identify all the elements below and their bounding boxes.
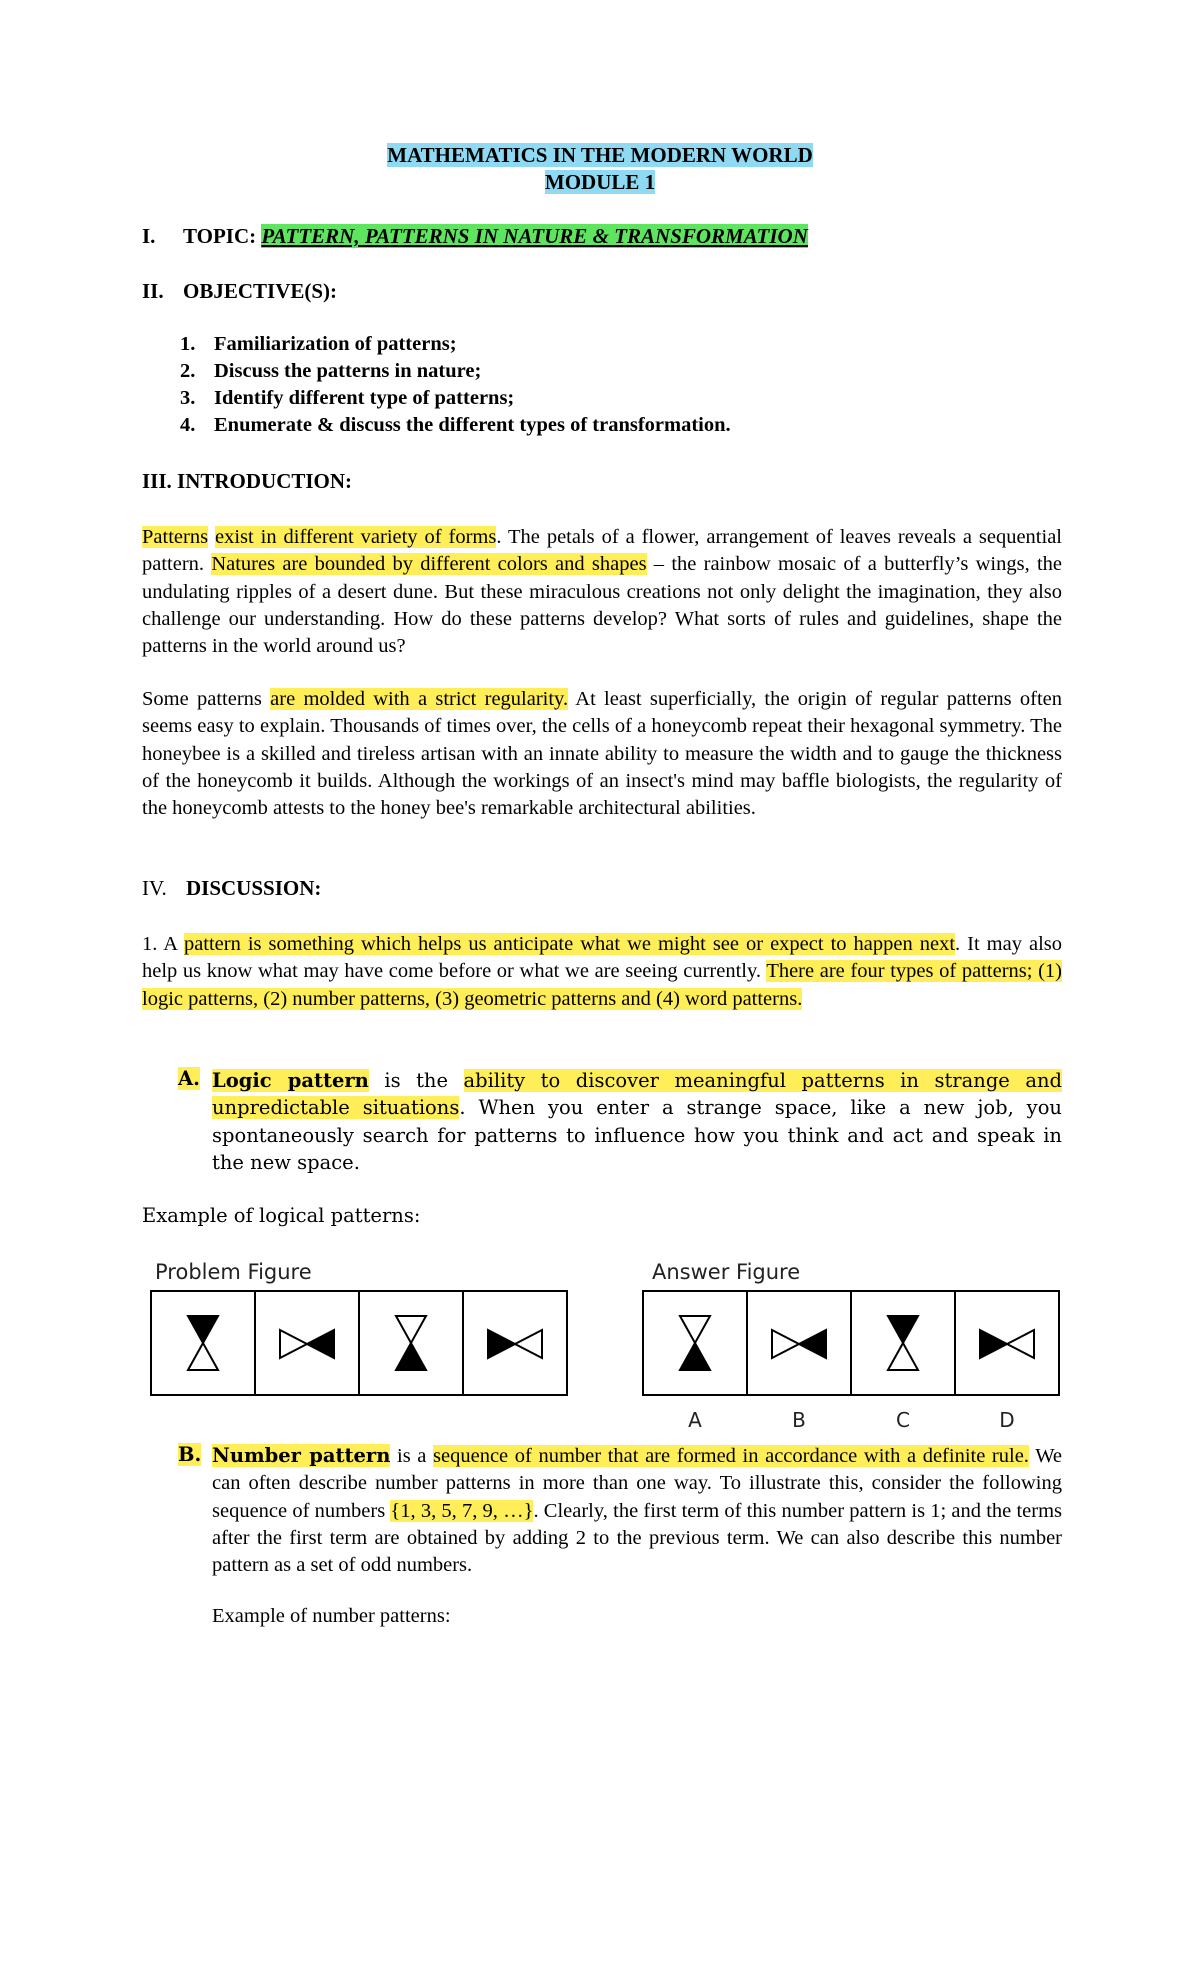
text-run: is the [368, 1069, 464, 1092]
objectives-heading [142, 279, 337, 304]
objective-number: 1. [180, 333, 196, 355]
objective-item [180, 333, 457, 356]
objective-item [180, 387, 514, 410]
text-run: – the rainbow mosaic of a butterfly’s wings, the undulating ripples of a desert dune. But these miraculous creations not only delight the imagination, they also challenge our understanding. How do these patterns develop? What sorts of rules and guidelines, shape the patterns in the world around us? [142, 553, 1062, 658]
number-pattern-text [212, 1442, 1062, 1579]
answer-figure-label: Answer Figure [652, 1260, 801, 1284]
text-run: . When you enter a strange space, like a new job, you spontaneously search for patterns to influence how you think and act and speak in the new space. [212, 1096, 1062, 1174]
answer-option-a: A [688, 1408, 702, 1432]
objective-item [180, 360, 481, 383]
text-run: . The petals of a flower, arrangement of leaves reveals a sequential pattern. [142, 526, 1062, 576]
answer-option-d: D [999, 1408, 1015, 1432]
highlight: {1, 3, 5, 7, 9, …} [390, 1499, 534, 1522]
highlight: exist in different variety of forms [214, 526, 497, 548]
logic-pattern-letter: A. [178, 1067, 200, 1090]
objective-text: Familiarization of patterns; [214, 333, 457, 355]
logic-pattern-item [178, 1067, 1062, 1176]
introduction-paragraph-1 [142, 524, 1062, 660]
objective-number: 4. [180, 414, 196, 436]
highlight: Natures are bounded by different colors and shapes [211, 553, 647, 576]
logic-example-label: Example of logical patterns: [142, 1204, 421, 1227]
objective-number: 3. [180, 387, 196, 409]
objectives-numeral: II. [142, 279, 164, 303]
text-run: We can often describe number patterns in more than one way. To illustrate this, consider the following sequence of numbers [212, 1445, 1062, 1522]
discussion-paragraph-1 [142, 931, 1062, 1013]
objective-text: Enumerate & discuss the different types of transformation. [214, 414, 731, 436]
text-run: . It may also help us know what may have come before or what we are seeing currently. [142, 933, 1063, 983]
text-run: At least superficially, the origin of regular patterns often seems easy to explain. Thousands of times over, the cells of a honeycomb repeat their hexagonal symmetry. The honeybee is a skilled and tireless artisan with an innate ability to measure the width and to gauge the thickness of the honeycomb it builds. Although the workings of an insect's mind may baffle biologists, the regularity of the honeycomb attests to the honey bee's remarkable architectural abilities. [142, 688, 1062, 820]
highlight: sequence of number that are formed in accordance with a definite rule. [433, 1445, 1029, 1467]
objective-text: Discuss the patterns in nature; [214, 360, 482, 382]
module-label [0, 170, 1200, 195]
logic-pattern-term: Logic pattern [212, 1069, 369, 1092]
discussion-heading [142, 876, 321, 901]
problem-figure-label: Problem Figure [155, 1260, 312, 1284]
discussion-label: DISCUSSION: [186, 876, 322, 900]
introduction-paragraph-2 [142, 686, 1062, 822]
topic-heading [142, 224, 808, 249]
topic-numeral: I. [142, 224, 156, 248]
text-run: Some patterns [142, 688, 271, 710]
document-title [0, 143, 1200, 168]
text-run: . Clearly, the first term of this number pattern is 1; and the terms after the first term are obtained by adding 2 to the previous term. We can also describe this number pattern as a set of odd numbers. [212, 1499, 1062, 1577]
logic-pattern-text [212, 1067, 1062, 1176]
topic-label: TOPIC: [183, 224, 262, 248]
highlight: are molded with a strict regularity. [270, 688, 569, 710]
answer-option-c: C [896, 1408, 910, 1432]
document-title-text: MATHEMATICS IN THE MODERN WORLD [387, 143, 813, 167]
objective-text: Identify different type of patterns; [214, 387, 515, 409]
highlight: ability to discover meaningful patterns in strange and unpredictable situations [212, 1069, 1062, 1120]
number-example-label: Example of number patterns: [212, 1605, 451, 1627]
text-run: is a [390, 1445, 434, 1467]
objective-number: 2. [180, 360, 196, 382]
highlight: Patterns [142, 526, 209, 548]
answer-option-b: B [792, 1408, 806, 1432]
text-run [208, 526, 215, 548]
problem-figure [150, 1290, 570, 1400]
module-label-text: MODULE 1 [544, 170, 656, 194]
highlight: There are four types of patterns; (1) logic patterns, (2) number patterns, (3) geometric patterns and (4) word patterns. [142, 960, 1062, 1010]
number-pattern-letter: B. [178, 1443, 202, 1466]
topic-value: PATTERN, PATTERNS IN NATURE & TRANSFORMATION [261, 224, 808, 248]
text-run: 1. A [142, 933, 184, 955]
objectives-label: OBJECTIVE(S): [183, 279, 338, 303]
highlight: pattern is something which helps us anticipate what we might see or expect to happen next [183, 933, 956, 955]
discussion-numeral: IV. [142, 876, 167, 900]
answer-figure [642, 1290, 1062, 1400]
number-pattern-item [178, 1442, 1062, 1579]
number-pattern-term: Number pattern [212, 1444, 391, 1467]
objective-item [180, 414, 731, 437]
introduction-heading: III. INTRODUCTION: [142, 469, 353, 493]
